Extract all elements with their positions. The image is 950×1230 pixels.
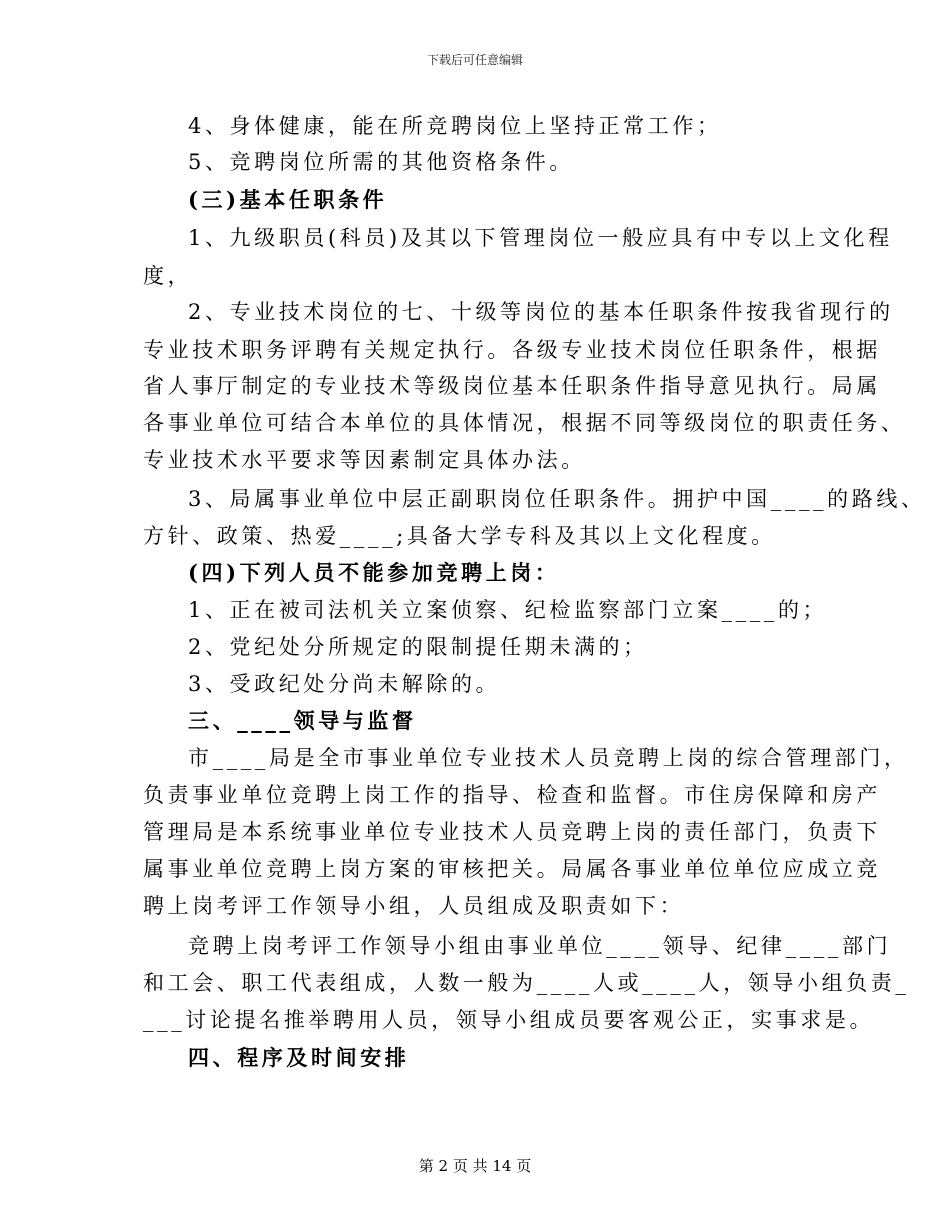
paragraph-line: 各事业单位可结合本单位的具体情况，根据不同等级岗位的职责任务、: [143, 411, 906, 435]
paragraph-line: 3、受政纪处分尚未解除的。: [188, 672, 501, 696]
paragraph-line: 和工会、职工代表组成，人数一般为____人或____人，领导小组负责_: [143, 971, 910, 995]
paragraph-line: 属事业单位竞聘上岗方案的审核把关。局属各事业单位单位应成立竞: [143, 857, 881, 881]
section-heading: 三、____领导与监督: [188, 708, 417, 733]
paragraph-line: 5、竞聘岗位所需的其他资格条件。: [188, 150, 574, 174]
paragraph-line: 负责事业单位竞聘上岗工作的指导、检查和监督。市住房保障和房产: [143, 783, 881, 807]
section-heading: (四)下列人员不能参加竞聘上岗：: [188, 560, 560, 585]
paragraph-line: 3、局属事业单位中层正副职岗位任职条件。拥护中国____的路线、: [188, 487, 926, 511]
paragraph-line: 管理局是本系统事业单位专业技术人员竞聘上岗的责任部门，负责下: [143, 820, 881, 844]
paragraph-line: 2、专业技术岗位的七、十级等岗位的基本任职条件按我省现行的: [188, 300, 894, 324]
paragraph-line: 专业技术水平要求等因素制定具体办法。: [143, 448, 586, 472]
paragraph-line: 市____局是全市事业单位专业技术人员竞聘上岗的综合管理部门，: [188, 746, 909, 770]
paragraph-line: 竞聘上岗考评工作领导小组由事业单位____领导、纪律____部门: [188, 934, 892, 958]
section-heading: (三)基本任职条件: [188, 187, 388, 212]
paragraph-line: 聘上岗考评工作领导小组，人员组成及职责如下：: [143, 894, 685, 918]
paragraph-line: 2、党纪处分所规定的限制提任期未满的；: [188, 635, 648, 659]
page-header: 下载后可任意编辑: [426, 53, 523, 67]
paragraph-line: 1、九级职员(科员)及其以下管理岗位一般应具有中专以上文化程: [188, 226, 893, 250]
section-heading: 四、程序及时间安排: [188, 1045, 410, 1070]
paragraph-line: ___讨论提名推举聘用人员，领导小组成员要客观公正，实事求是。: [143, 1008, 875, 1032]
paragraph-line: 专业技术职务评聘有关规定执行。各级专业技术岗位任职条件，根据: [143, 338, 881, 362]
paragraph-line: 省人事厅制定的专业技术等级岗位基本任职条件指导意见执行。局属: [143, 374, 881, 398]
paragraph-line: 方针、政策、热爱____;具备大学专科及其以上文化程度。: [143, 524, 776, 548]
paragraph-line: 4、身体健康，能在所竞聘岗位上坚持正常工作；: [188, 114, 722, 138]
paragraph-line: 度，: [143, 264, 193, 288]
paragraph-line: 1、正在被司法机关立案侦察、纪检监察部门立案____的；: [188, 598, 828, 622]
page-footer: 第 2 页 共 14 页: [418, 1157, 532, 1175]
